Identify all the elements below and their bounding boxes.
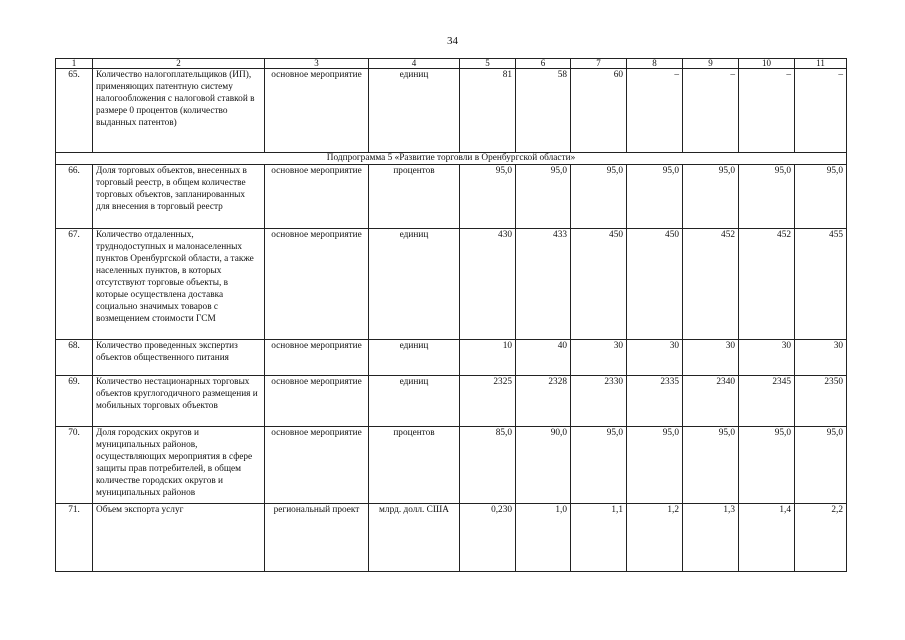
value-cell: 95,0 bbox=[571, 165, 627, 229]
value-cell: 60 bbox=[571, 69, 627, 153]
value-cell: 85,0 bbox=[460, 427, 516, 504]
column-numbers-row bbox=[56, 59, 847, 69]
indicator-name: Количество проведенных экспертиз объектов общественного питания bbox=[93, 340, 265, 376]
value-cell: 95,0 bbox=[739, 165, 795, 229]
page-number: 34 bbox=[447, 35, 458, 47]
value-cell: 433 bbox=[516, 229, 571, 340]
value-cell: – bbox=[683, 69, 739, 153]
value-cell: 450 bbox=[627, 229, 683, 340]
row-number: 71. bbox=[56, 504, 93, 572]
value-cell: 30 bbox=[627, 340, 683, 376]
value-cell: 0,230 bbox=[460, 504, 516, 572]
value-cell: 2340 bbox=[683, 376, 739, 427]
value-cell: 1,1 bbox=[571, 504, 627, 572]
value-cell: 30 bbox=[739, 340, 795, 376]
value-cell: 1,2 bbox=[627, 504, 683, 572]
value-cell: 95,0 bbox=[627, 165, 683, 229]
value-cell: 450 bbox=[571, 229, 627, 340]
value-cell: 95,0 bbox=[683, 427, 739, 504]
value-cell: 2328 bbox=[516, 376, 571, 427]
row-number: 69. bbox=[56, 376, 93, 427]
value-cell: 452 bbox=[683, 229, 739, 340]
value-cell: 1,3 bbox=[683, 504, 739, 572]
value-cell: 2345 bbox=[739, 376, 795, 427]
indicator-unit: процентов bbox=[369, 427, 460, 504]
row-number: 66. bbox=[56, 165, 93, 229]
value-cell: – bbox=[739, 69, 795, 153]
value-cell: 2335 bbox=[627, 376, 683, 427]
indicator-unit: млрд. долл. США bbox=[369, 504, 460, 572]
column-number: 6 bbox=[516, 59, 571, 69]
value-cell: 40 bbox=[516, 340, 571, 376]
indicator-name: Доля торговых объектов, внесенных в торговый реестр, в общем количестве торговых объектов, запланированных для внесения в торговый реестр bbox=[93, 165, 265, 229]
table-row bbox=[56, 340, 847, 376]
subprogram-row bbox=[56, 153, 847, 165]
indicator-type: основное мероприятие bbox=[265, 69, 369, 153]
table-row bbox=[56, 427, 847, 504]
indicator-name: Доля городских округов и муниципальных районов, осуществляющих мероприятия в сфере защиты прав потребителей, в общем количестве городских округов и муниципальных районов bbox=[93, 427, 265, 504]
value-cell: 95,0 bbox=[516, 165, 571, 229]
value-cell: – bbox=[795, 69, 847, 153]
indicator-type: основное мероприятие bbox=[265, 229, 369, 340]
table-row bbox=[56, 69, 847, 153]
subprogram-title: Подпрограмма 5 «Развитие торговли в Оренбургской области» bbox=[56, 153, 847, 165]
value-cell: 81 bbox=[460, 69, 516, 153]
indicator-type: основное мероприятие bbox=[265, 340, 369, 376]
indicators-table bbox=[55, 58, 847, 572]
table-row bbox=[56, 376, 847, 427]
value-cell: 30 bbox=[683, 340, 739, 376]
column-number: 4 bbox=[369, 59, 460, 69]
indicator-unit: единиц bbox=[369, 229, 460, 340]
indicator-name: Объем экспорта услуг bbox=[93, 504, 265, 572]
row-number: 65. bbox=[56, 69, 93, 153]
value-cell: 1,0 bbox=[516, 504, 571, 572]
value-cell: 95,0 bbox=[795, 165, 847, 229]
value-cell: 10 bbox=[460, 340, 516, 376]
table-row bbox=[56, 504, 847, 572]
value-cell: 90,0 bbox=[516, 427, 571, 504]
indicator-unit: единиц bbox=[369, 69, 460, 153]
value-cell: 58 bbox=[516, 69, 571, 153]
indicator-type: региональный проект bbox=[265, 504, 369, 572]
table-row bbox=[56, 229, 847, 340]
row-number: 67. bbox=[56, 229, 93, 340]
column-number: 9 bbox=[683, 59, 739, 69]
value-cell: 2350 bbox=[795, 376, 847, 427]
table-row bbox=[56, 165, 847, 229]
indicator-unit: единиц bbox=[369, 340, 460, 376]
row-number: 68. bbox=[56, 340, 93, 376]
column-number: 1 bbox=[56, 59, 93, 69]
column-number: 5 bbox=[460, 59, 516, 69]
indicator-type: основное мероприятие bbox=[265, 427, 369, 504]
column-number: 10 bbox=[739, 59, 795, 69]
indicator-unit: процентов bbox=[369, 165, 460, 229]
value-cell: 2,2 bbox=[795, 504, 847, 572]
value-cell: 95,0 bbox=[683, 165, 739, 229]
indicator-type: основное мероприятие bbox=[265, 376, 369, 427]
value-cell: 452 bbox=[739, 229, 795, 340]
value-cell: 1,4 bbox=[739, 504, 795, 572]
value-cell: 30 bbox=[795, 340, 847, 376]
column-number: 7 bbox=[571, 59, 627, 69]
value-cell: 95,0 bbox=[571, 427, 627, 504]
indicator-name: Количество налогоплательщиков (ИП), применяющих патентную систему налогообложения с налоговой ставкой в размере 0 процентов (количество выданных патентов) bbox=[93, 69, 265, 153]
column-number: 3 bbox=[265, 59, 369, 69]
value-cell: 2330 bbox=[571, 376, 627, 427]
indicator-name: Количество отдаленных, труднодоступных и малонаселенных пунктов Оренбургской области, а также населенных пунктов, в которых отсутствуют торговые объекты, в которые осуществлена доставка социально значимых товаров с возмещением стоимости ГСМ bbox=[93, 229, 265, 340]
value-cell: 95,0 bbox=[627, 427, 683, 504]
value-cell: 95,0 bbox=[739, 427, 795, 504]
value-cell: 455 bbox=[795, 229, 847, 340]
column-number: 8 bbox=[627, 59, 683, 69]
column-number: 11 bbox=[795, 59, 847, 69]
indicator-name: Количество нестационарных торговых объектов круглогодичного размещения и мобильных торговых объектов bbox=[93, 376, 265, 427]
row-number: 70. bbox=[56, 427, 93, 504]
indicator-type: основное мероприятие bbox=[265, 165, 369, 229]
value-cell: 95,0 bbox=[795, 427, 847, 504]
value-cell: 430 bbox=[460, 229, 516, 340]
indicator-unit: единиц bbox=[369, 376, 460, 427]
value-cell: 95,0 bbox=[460, 165, 516, 229]
column-number: 2 bbox=[93, 59, 265, 69]
value-cell: – bbox=[627, 69, 683, 153]
value-cell: 30 bbox=[571, 340, 627, 376]
value-cell: 2325 bbox=[460, 376, 516, 427]
